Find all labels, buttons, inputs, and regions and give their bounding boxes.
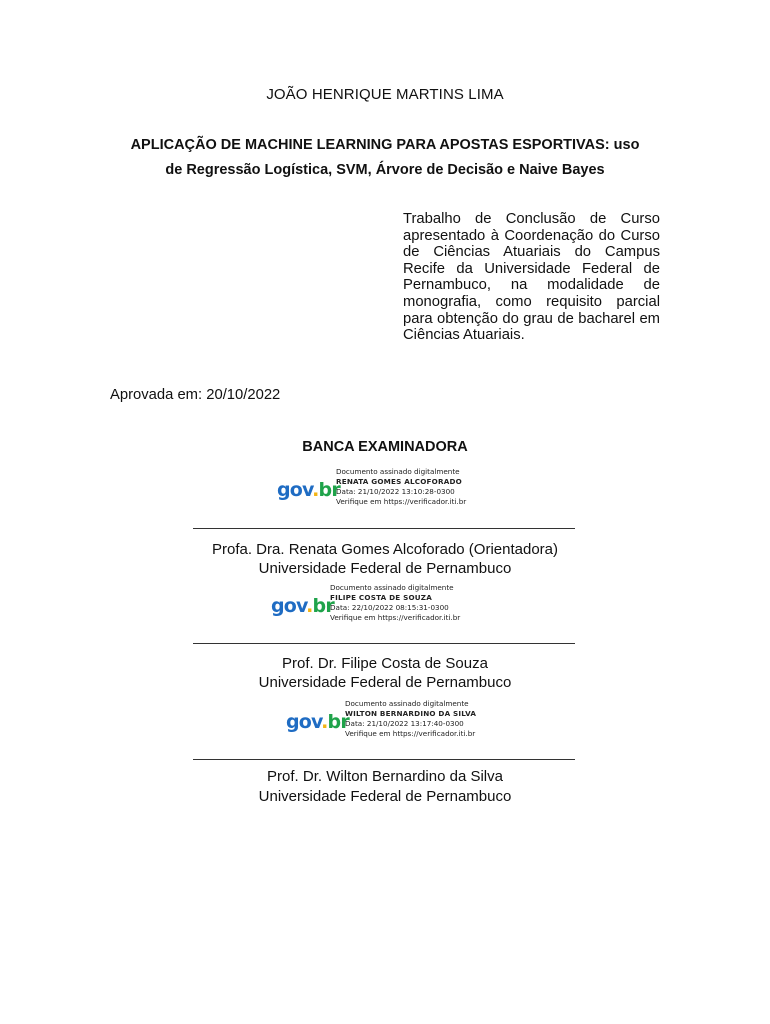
- thesis-title-line-1: APLICAÇÃO DE MACHINE LEARNING PARA APOSTAS ESPORTIVAS: uso: [130, 137, 640, 153]
- gov-br-logo: gov.br: [277, 479, 340, 501]
- approval-date: Aprovada em: 20/10/2022: [110, 387, 281, 403]
- signature-notice: Documento assinado digitalmente: [330, 583, 454, 592]
- signature-date: Data: 21/10/2022 13:17:40-0300: [345, 719, 464, 728]
- signature-details: [330, 583, 460, 623]
- committee-member-institution: Universidade Federal de Pernambuco: [258, 674, 512, 691]
- committee-member-name: Prof. Dr. Wilton Bernardino da Silva: [267, 768, 503, 785]
- signature-line: [193, 759, 575, 760]
- thesis-title-line-2: de Regressão Logística, SVM, Árvore de Decisão e Naive Bayes: [165, 162, 605, 178]
- signer-name: FILIPE COSTA DE SOUZA: [330, 593, 432, 602]
- digital-signature-stamp: [271, 583, 471, 629]
- committee-member-name: Profa. Dra. Renata Gomes Alcoforado (Orientadora): [212, 541, 558, 558]
- committee-member-institution: Universidade Federal de Pernambuco: [258, 788, 512, 805]
- signature-date: Data: 22/10/2022 08:15:31-0300: [330, 603, 449, 612]
- signature-verify-link: Verifique em https://verificador.iti.br: [345, 729, 476, 738]
- gov-br-logo: gov.br: [286, 711, 349, 733]
- committee-member-institution: Universidade Federal de Pernambuco: [258, 560, 512, 577]
- thesis-description: Trabalho de Conclusão de Curso apresentado à Coordenação do Curso de Ciências Atuariais do Campus Recife da Universidade Federal de Pernambuco, na modalidade de monografia, como requisito parcial para obtenção do grau de bacharel em Ciências Atuariais.: [403, 211, 660, 344]
- signature-notice: Documento assinado digitalmente: [336, 467, 460, 476]
- signer-name: RENATA GOMES ALCOFORADO: [336, 477, 462, 486]
- signature-details: [345, 699, 476, 739]
- committee-member-name: Prof. Dr. Filipe Costa de Souza: [282, 655, 488, 672]
- signature-line: [193, 528, 575, 529]
- signer-name: WILTON BERNARDINO DA SILVA: [345, 709, 477, 718]
- signature-verify-link: Verifique em https://verificador.iti.br: [336, 497, 467, 506]
- signature-date: Data: 21/10/2022 13:10:28-0300: [336, 487, 455, 496]
- digital-signature-stamp: [277, 467, 477, 513]
- author-name: JOÃO HENRIQUE MARTINS LIMA: [266, 86, 504, 103]
- gov-br-logo: gov.br: [271, 595, 334, 617]
- digital-signature-stamp: [286, 699, 486, 745]
- signature-details: [336, 467, 466, 507]
- signature-verify-link: Verifique em https://verificador.iti.br: [330, 613, 461, 622]
- committee-heading: BANCA EXAMINADORA: [302, 439, 468, 455]
- signature-line: [193, 643, 575, 644]
- signature-notice: Documento assinado digitalmente: [345, 699, 469, 708]
